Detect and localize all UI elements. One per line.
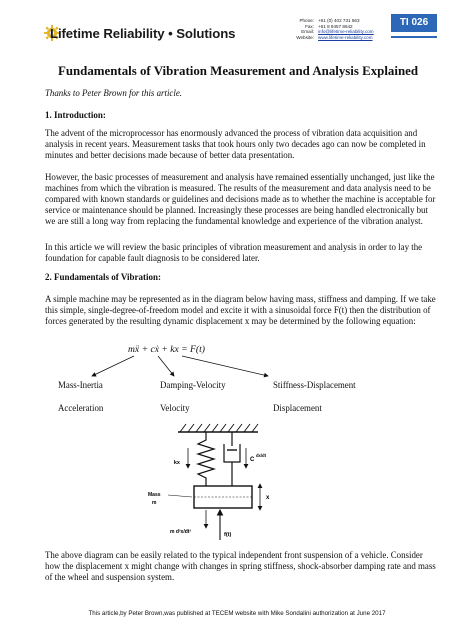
contact-value: +61 8 9457 8642 <box>318 23 353 29</box>
section-heading-introduction: 1. Introduction: <box>45 110 106 120</box>
footer-note: This article,by Peter Brown,was published at TECEM website with Mike Sondalini authorization at June 2017 <box>88 610 386 617</box>
contact-label: Website: <box>296 34 314 40</box>
company-logo <box>44 22 244 48</box>
paragraph: In this article we will review the basic principles of vibration measurement and analysis in order to lay the foundation for capable fault diagnosis to be considered later. <box>45 242 423 263</box>
paragraph: A simple machine may be represented as in the diagram below having mass, stiffness and damping. If we take this simple, single-degree-of-freedom model and excite it with a sinusoidal force F(t) then the distribution of forces generated by the resulting dynamic displacement x may be determined by the following equation: <box>45 294 436 326</box>
label-damping-velocity: Damping-Velocity <box>160 380 226 390</box>
label-x: x <box>266 495 270 501</box>
label-damping: C <box>250 457 255 463</box>
contact-value: www.lifetime-reliability.com <box>318 34 373 40</box>
label-stiffness-displacement: Stiffness-Displacement <box>273 380 356 390</box>
contact-row <box>280 35 390 41</box>
paragraph: However, the basic processes of measurement and analysis have remained essentially unchanged, just like the machines from which the vibration is measured. The results of the measurement and data analysis need to be compared with known standards or guidelines and decisions made as to whether the machine is acceptable for service or maintenance should be planned. Increasingly these processes are being handled electronically but we are still a long way from replacing the fundamental knowledge and experience of the vibration analyst. <box>45 172 436 226</box>
mass-spring-damper-diagram <box>140 420 290 550</box>
label-displacement: Displacement <box>273 403 322 413</box>
page-title: Fundamentals of Vibration Measurement and Analysis Explained <box>57 64 419 78</box>
label-force: f(t) <box>224 532 232 538</box>
logo-right: Solutions <box>176 26 236 41</box>
contact-value: info@lifetime-reliability.com <box>318 29 374 35</box>
equation: mẍ + cẋ + kx = F(t) <box>128 344 205 355</box>
paragraph: The above diagram can be easily related to the typical independent front suspension of a vehicle. Consider how the displacement x might change with changes in spring stiffness, shock-absorber damping rate and mass of the wheel and suspension system. <box>45 550 436 582</box>
label-mass: Mass <box>148 492 161 498</box>
label-mass-m: m <box>152 500 157 506</box>
logo-separator: • <box>168 26 173 41</box>
label-acceleration: Acceleration <box>58 403 104 413</box>
logo-left: Lifetime Reliability <box>50 26 165 41</box>
badge-rule <box>391 36 437 38</box>
section-heading-fundamentals: 2. Fundamentals of Vibration: <box>45 272 162 282</box>
label-kx: kx <box>173 460 180 466</box>
contact-label: Email: <box>301 29 314 35</box>
document-id-badge: TI 026 <box>391 14 437 32</box>
logo-text <box>50 26 235 41</box>
label-mass-inertia: Mass-Inertia <box>58 380 103 390</box>
contact-block <box>280 18 390 40</box>
contact-label: Fax: <box>305 23 314 29</box>
contact-value: +61 (0) 402 731 563 <box>318 18 360 23</box>
paragraph: The advent of the microprocessor has enormously advanced the process of vibration data acquisition and analysis in recent years. Measurement tasks that took hours only two decades ago can now be completed in minutes and better decisions made because of better data presentation. <box>45 128 426 160</box>
contact-label: Phone: <box>299 18 314 23</box>
label-damping-fraction: dx/dt <box>256 453 267 458</box>
label-velocity: Velocity <box>160 403 190 413</box>
label-inertia: m d²x/dt² <box>170 529 192 535</box>
acknowledgement: Thanks to Peter Brown for this article. <box>45 88 182 98</box>
